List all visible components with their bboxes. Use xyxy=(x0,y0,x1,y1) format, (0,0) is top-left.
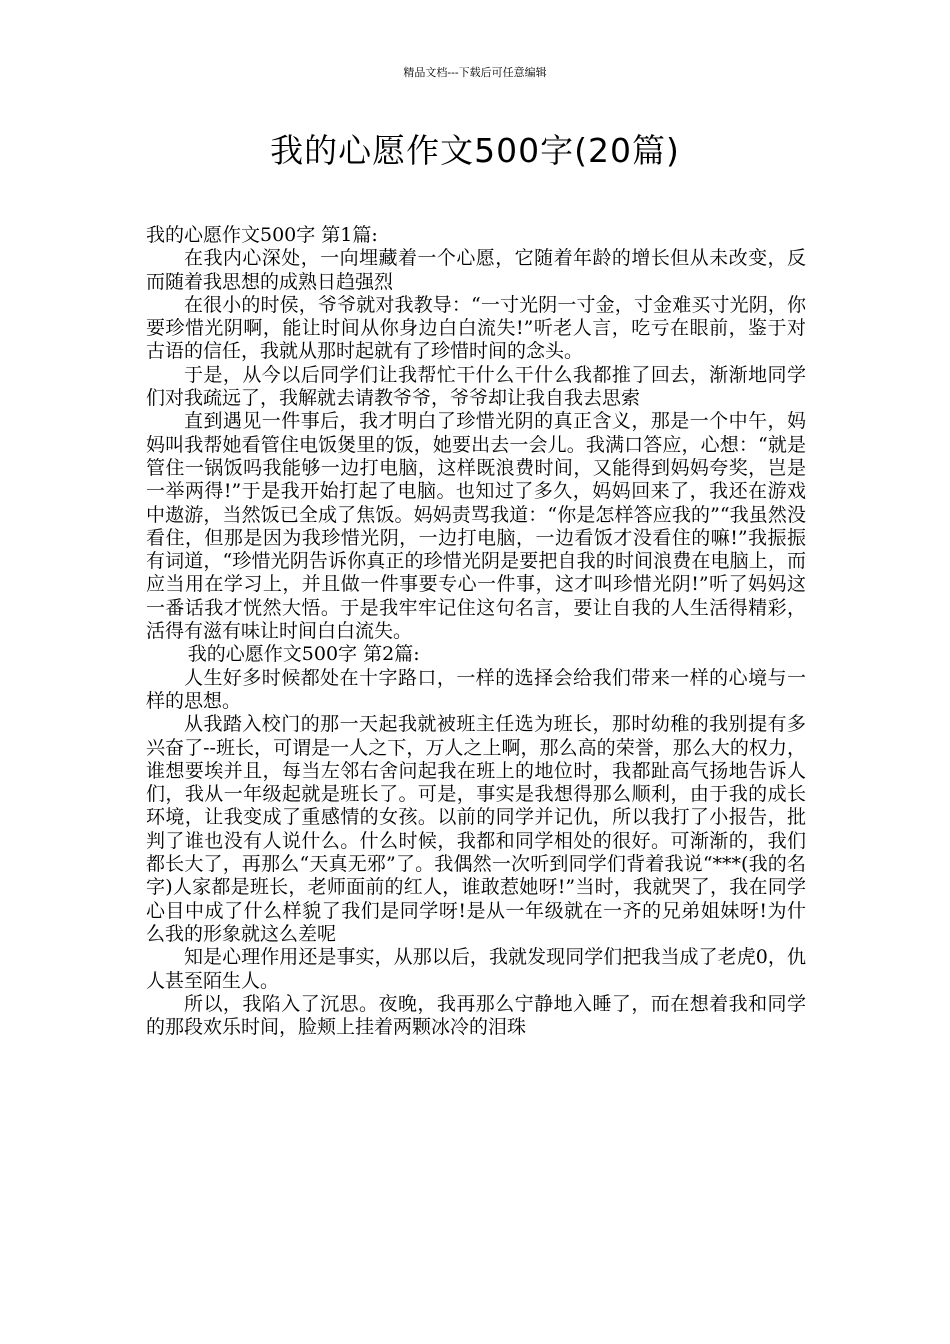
paragraph: 人生好多时候都处在十字路口，一样的选择会给我们带来一样的心境与一样的思想。 xyxy=(146,666,806,712)
document-body xyxy=(146,224,806,1039)
paragraph: 知是心理作用还是事实，从那以后，我就发现同学们把我当成了老虎0，仇人甚至陌生人。 xyxy=(146,946,806,992)
paragraph: 在很小的时侯，爷爷就对我教导：“一寸光阴一寸金，寸金难买寸光阴，你要珍惜光阴啊，能让时间从你身边白白流失!”听老人言，吃亏在眼前，鉴于对古语的信任，我就从那时起就有了珍惜时间的念头。 xyxy=(146,293,806,363)
paragraph: 所以，我陷入了沉思。夜晚，我再那么宁静地入睡了，而在想着我和同学的那段欢乐时间，脸颊上挂着两颗冰冷的泪珠 xyxy=(146,992,806,1039)
section-heading-1: 我的心愿作文500字 第1篇: xyxy=(146,224,378,246)
section-heading-2: 我的心愿作文500字 第2篇: xyxy=(187,643,420,666)
paragraph: 在我内心深处，一向埋藏着一个心愿，它随着年龄的增长但从未改变，反而随着我思想的成熟日趋强烈 xyxy=(146,247,806,293)
document-title: 我的心愿作文500字(20篇) xyxy=(270,131,680,170)
paragraph: 直到遇见一件事后，我才明白了珍惜光阴的真正含义，那是一个中午，妈妈叫我帮她看管住电饭煲里的饭，她要出去一会儿。我满口答应，心想：“就是管住一锅饭吗我能够一边打电脑，这样既浪费时间，又能得到妈妈夸奖，岂是一举两得!”于是我开始打起了电脑。也知过了多久，妈妈回来了，我还在游戏中遨游，当然饭已全成了焦饭。妈妈责骂我道：“你是怎样答应我的”“我虽然没看住，但那是因为我珍惜光阴，一边打电脑，一边看饭才没看住的嘛!”我振振有词道，“珍惜光阴告诉你真正的珍惜光阴是要把自我的时间浪费在电脑上，而应当用在学习上，并且做一件事要专心一件事，这才叫珍惜光阴!”听了妈妈这一番话我才恍然大悟。于是我牢牢记住这句名言，要让自我的人生活得精彩，活得有滋有味让时间白白流失。 xyxy=(146,410,806,643)
paragraph: 从我踏入校门的那一天起我就被班主任选为班长，那时幼稚的我别提有多兴奋了--班长，可谓是一人之下，万人之上啊，那么高的荣誉，那么大的权力，谁想要埃并且，每当左邻右舍问起我在班上的地位时，我都趾高气扬地告诉人们，我从一年级起就是班长了。可是，事实是我想得那么顺利，由于我的成长环境，让我变成了重感情的女孩。以前的同学并记仇，所以我打了小报告，批判了谁也没有人说什么。什么时候，我都和同学相处的很好。可渐渐的，我们都长大了，再那么“天真无邪”了。我偶然一次听到同学们背着我说“***(我的名字)人家都是班长，老师面前的红人，谁敢惹她呀!”当时，我就哭了，我在同学心目中成了什么样貌了我们是同学呀!是从一年级就在一齐的兄弟姐妹呀!为什么我的形象就这么差呢 xyxy=(146,713,806,945)
header-note: 精品文档---下载后可任意编辑 xyxy=(403,66,547,79)
paragraph: 于是，从今以后同学们让我帮忙干什么干什么我都推了回去，渐渐地同学们对我疏远了，我解就去请教爷爷，爷爷却让我自我去思索 xyxy=(146,363,806,410)
